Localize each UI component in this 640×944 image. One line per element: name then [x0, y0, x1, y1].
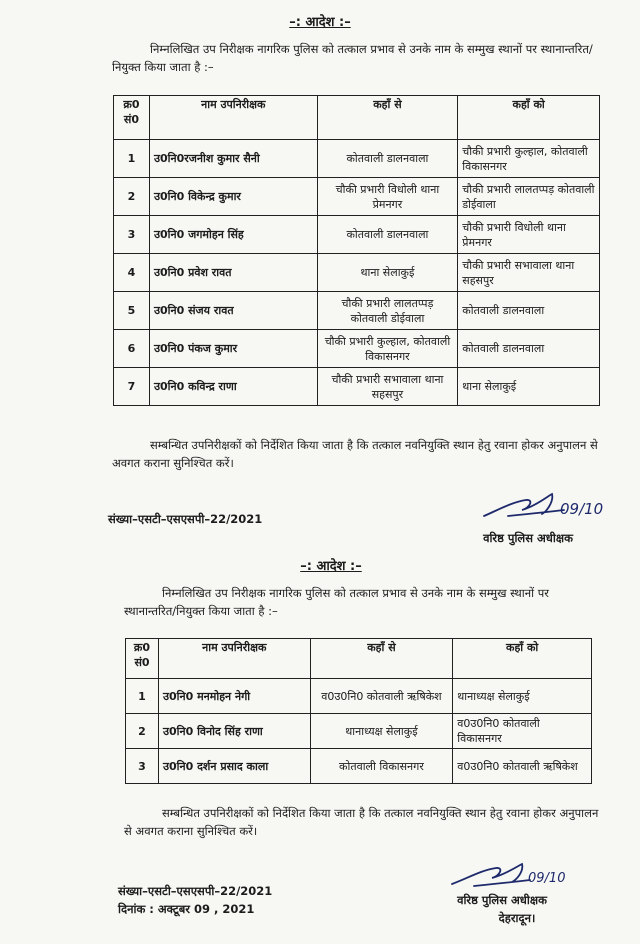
row-sno: 7	[114, 368, 150, 406]
row-to: व0उ0नि0 कोतवाली विकासनगर	[453, 714, 592, 749]
row-to: कोतवाली डालनवाला	[458, 292, 600, 330]
row-from: कोतवाली डालनवाला	[317, 140, 458, 178]
order2-intro: निम्नलिखित उप निरीक्षक नागरिक पुलिस को तत्काल प्रभाव से उनके नाम के सम्मुख स्थानों पर स्थानान्तरित/नियुक्त किया जाता है :–	[124, 586, 549, 618]
order2-table	[125, 638, 592, 784]
header-from: कहाँ से	[317, 96, 458, 140]
row-from: थानाध्यक्ष सेलाकुई	[310, 714, 453, 749]
table-row	[114, 216, 600, 254]
order1-intro: निम्नलिखित उप निरीक्षक नागरिक पुलिस को तत्काल प्रभाव से उनके नाम के सम्मुख स्थानों पर स्थानान्तरित/नियुक्त किया जाता है :–	[112, 42, 593, 74]
row-from: चौकी प्रभारी कुल्हाल, कोतवाली विकासनगर	[317, 330, 458, 368]
header-sno: क्र0 सं0	[114, 96, 150, 140]
row-sno: 6	[114, 330, 150, 368]
order1-table	[113, 95, 600, 406]
order2-signatory: वरिष्ठ पुलिस अधीक्षक	[457, 893, 547, 907]
row-to: थानाध्यक्ष सेलाकुई	[453, 679, 592, 714]
row-sno: 4	[114, 254, 150, 292]
row-name: उ0नि0 दर्शन प्रसाद काला	[158, 749, 310, 784]
row-from: थाना सेलाकुई	[317, 254, 458, 292]
table-row	[126, 714, 592, 749]
table-row	[114, 254, 600, 292]
row-to: चौकी प्रभारी कुल्हाल, कोतवाली विकासनगर	[458, 140, 600, 178]
order2-signature	[446, 860, 576, 892]
header-to: कहाँ को	[458, 96, 600, 140]
table-row	[126, 679, 592, 714]
row-name: उ0नि0 जगमोहन सिंह	[149, 216, 317, 254]
header-name: नाम उपनिरीक्षक	[158, 639, 310, 679]
row-from: कोतवाली डालनवाला	[317, 216, 458, 254]
row-to: चौकी प्रभारी विधोली थाना प्रेमनगर	[458, 216, 600, 254]
row-name: उ0नि0 विकेन्द्र कुमार	[149, 178, 317, 216]
order2-date: दिनांक : अक्टूबर 09 , 2021	[118, 902, 255, 916]
row-to: व0उ0नि0 कोतवाली ऋषिकेश	[453, 749, 592, 784]
header-from: कहाँ से	[310, 639, 453, 679]
row-name: उ0नि0 विनोद सिंह राणा	[158, 714, 310, 749]
order1-signatory: वरिष्ठ पुलिस अधीक्षक	[483, 531, 573, 545]
row-sno: 1	[114, 140, 150, 178]
table-row	[114, 330, 600, 368]
header-to: कहाँ को	[453, 639, 592, 679]
table-row	[126, 749, 592, 784]
row-from: चौकी प्रभारी लालतप्पड़ कोतवाली डोईवाला	[317, 292, 458, 330]
row-to: कोतवाली डालनवाला	[458, 330, 600, 368]
order1-reference: संख्या–एसटी–एसएसपी–22/2021	[108, 512, 263, 526]
order1-signature	[478, 488, 608, 524]
order1-signature-mark: 09/10	[560, 500, 604, 518]
header-name: नाम उपनिरीक्षक	[149, 96, 317, 140]
row-sno: 3	[114, 216, 150, 254]
order2-outro: सम्बन्धित उपनिरीक्षकों को निर्देशित किया जाता है कि तत्काल नवनियुक्ति स्थान हेतु रवाना होकर अनुपालन से अवगत कराना सुनिश्चित करें।	[124, 806, 599, 838]
row-name: उ0नि0 पंकज कुमार	[149, 330, 317, 368]
table-row	[114, 140, 600, 178]
row-from: व0उ0नि0 कोतवाली ऋषिकेश	[310, 679, 453, 714]
row-to: चौकी प्रभारी लालतप्पड़ कोतवाली डोईवाला	[458, 178, 600, 216]
row-sno: 3	[126, 749, 159, 784]
row-sno: 1	[126, 679, 159, 714]
row-name: उ0नि0रजनीश कुमार सैनी	[149, 140, 317, 178]
row-to: चौकी प्रभारी सभावाला थाना सहसपुर	[458, 254, 600, 292]
table-row	[114, 292, 600, 330]
row-name: उ0नि0 संजय रावत	[149, 292, 317, 330]
order2-signature-mark: 09/10	[528, 871, 566, 886]
table-row	[114, 368, 600, 406]
table-row	[114, 178, 600, 216]
row-sno: 2	[126, 714, 159, 749]
order2-reference: संख्या–एसटी–एसएसपी–22/2021	[118, 884, 273, 898]
order2-place: देहरादून।	[498, 911, 536, 925]
row-name: उ0नि0 प्रवेश रावत	[149, 254, 317, 292]
row-from: चौकी प्रभारी विधोली थाना प्रेमनगर	[317, 178, 458, 216]
order1-heading: –: आदेश :–	[289, 15, 351, 30]
order2-heading: –: आदेश :–	[300, 559, 362, 574]
row-from: चौकी प्रभारी सभावाला थाना सहसपुर	[317, 368, 458, 406]
row-sno: 2	[114, 178, 150, 216]
row-from: कोतवाली विकासनगर	[310, 749, 453, 784]
row-name: उ0नि0 मनमोहन नेगी	[158, 679, 310, 714]
row-to: थाना सेलाकुई	[458, 368, 600, 406]
header-sno: क्र0 सं0	[126, 639, 159, 679]
order1-outro: सम्बन्धित उपनिरीक्षकों को निर्देशित किया जाता है कि तत्काल नवनियुक्ति स्थान हेतु रवाना होकर अनुपालन से अवगत कराना सुनिश्चित करें।	[112, 438, 598, 470]
row-name: उ0नि0 कविन्द्र राणा	[149, 368, 317, 406]
row-sno: 5	[114, 292, 150, 330]
